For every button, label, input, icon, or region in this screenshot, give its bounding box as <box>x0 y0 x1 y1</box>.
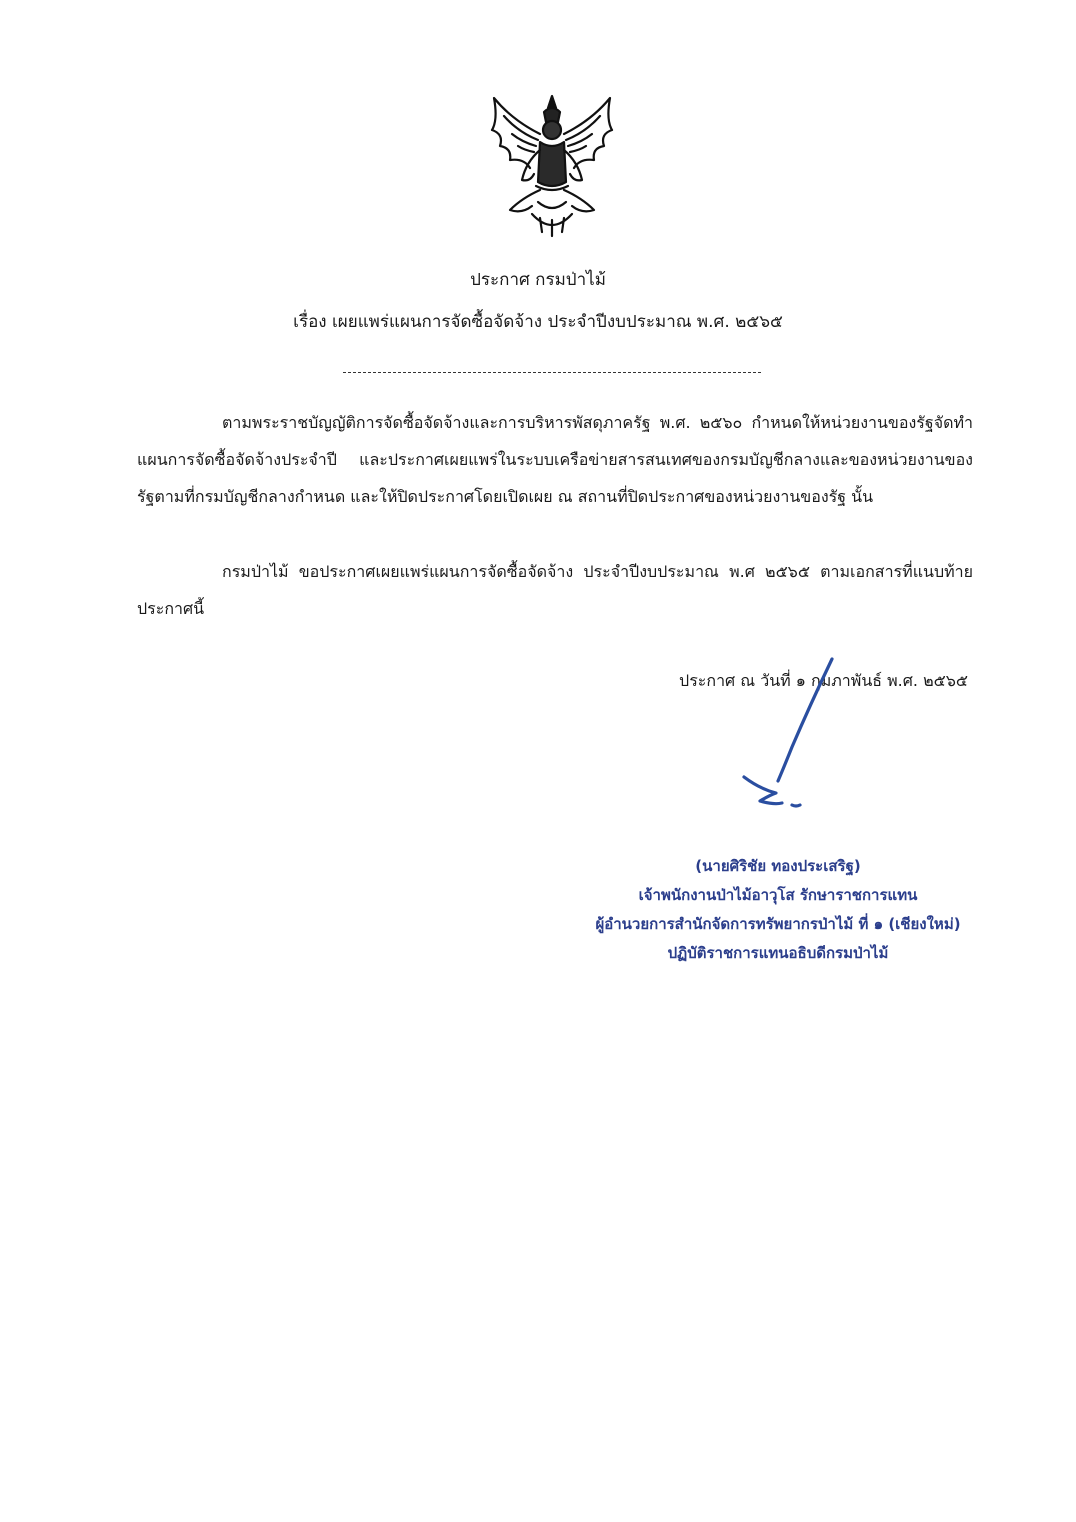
dashed-divider <box>343 372 761 373</box>
signer-block <box>560 852 996 968</box>
announcement-date: ประกาศ ณ วันที่ ๑ กุมภาพันธ์ พ.ศ. ๒๕๖๕ <box>679 671 968 690</box>
signer-position-1: เจ้าพนักงานป่าไม้อาวุโส รักษาราชการแทน <box>638 886 918 904</box>
announcement-title: ประกาศ กรมป่าไม้ <box>470 270 606 290</box>
body-paragraph-1: ตามพระราชบัญญัติการจัดซื้อจัดจ้างและการบริหารพัสดุภาครัฐ พ.ศ. ๒๕๖๐ กำหนดให้หน่วยงานของรัฐจัดทำแผนการจัดซื้อจัดจ้างประจำปี และประกาศเผยแพร่ในระบบเครือข่ายสารสนเทศของกรมบัญชีกลางและของหน่วยงานของรัฐตามที่กรมบัญชีกลางกำหนด และให้ปิดประกาศโดยเปิดเผย ณ สถานที่ปิดประกาศของหน่วยงานของรัฐ นั้น <box>137 413 973 506</box>
signer-position-3: ปฏิบัติราชการแทนอธิบดีกรมป่าไม้ <box>667 944 889 962</box>
announcement-subject: เรื่อง เผยแพร่แผนการจัดซื้อจัดจ้าง ประจำปีงบประมาณ พ.ศ. ๒๕๖๕ <box>293 312 783 332</box>
garuda-emblem-icon <box>482 90 622 240</box>
body-paragraph-2: กรมป่าไม้ ขอประกาศเผยแพร่แผนการจัดซื้อจัดจ้าง ประจำปีงบประมาณ พ.ศ ๒๕๖๕ ตามเอกสารที่แนบท้ายประกาศนี้ <box>137 562 973 618</box>
signer-name: (นายศิริชัย ทองประเสริฐ) <box>695 857 861 875</box>
handwritten-signature-icon <box>730 655 850 815</box>
signer-position-2: ผู้อำนวยการสำนักจัดการทรัพยากรป่าไม้ ที่ ๑ (เชียงใหม่) <box>595 915 961 933</box>
